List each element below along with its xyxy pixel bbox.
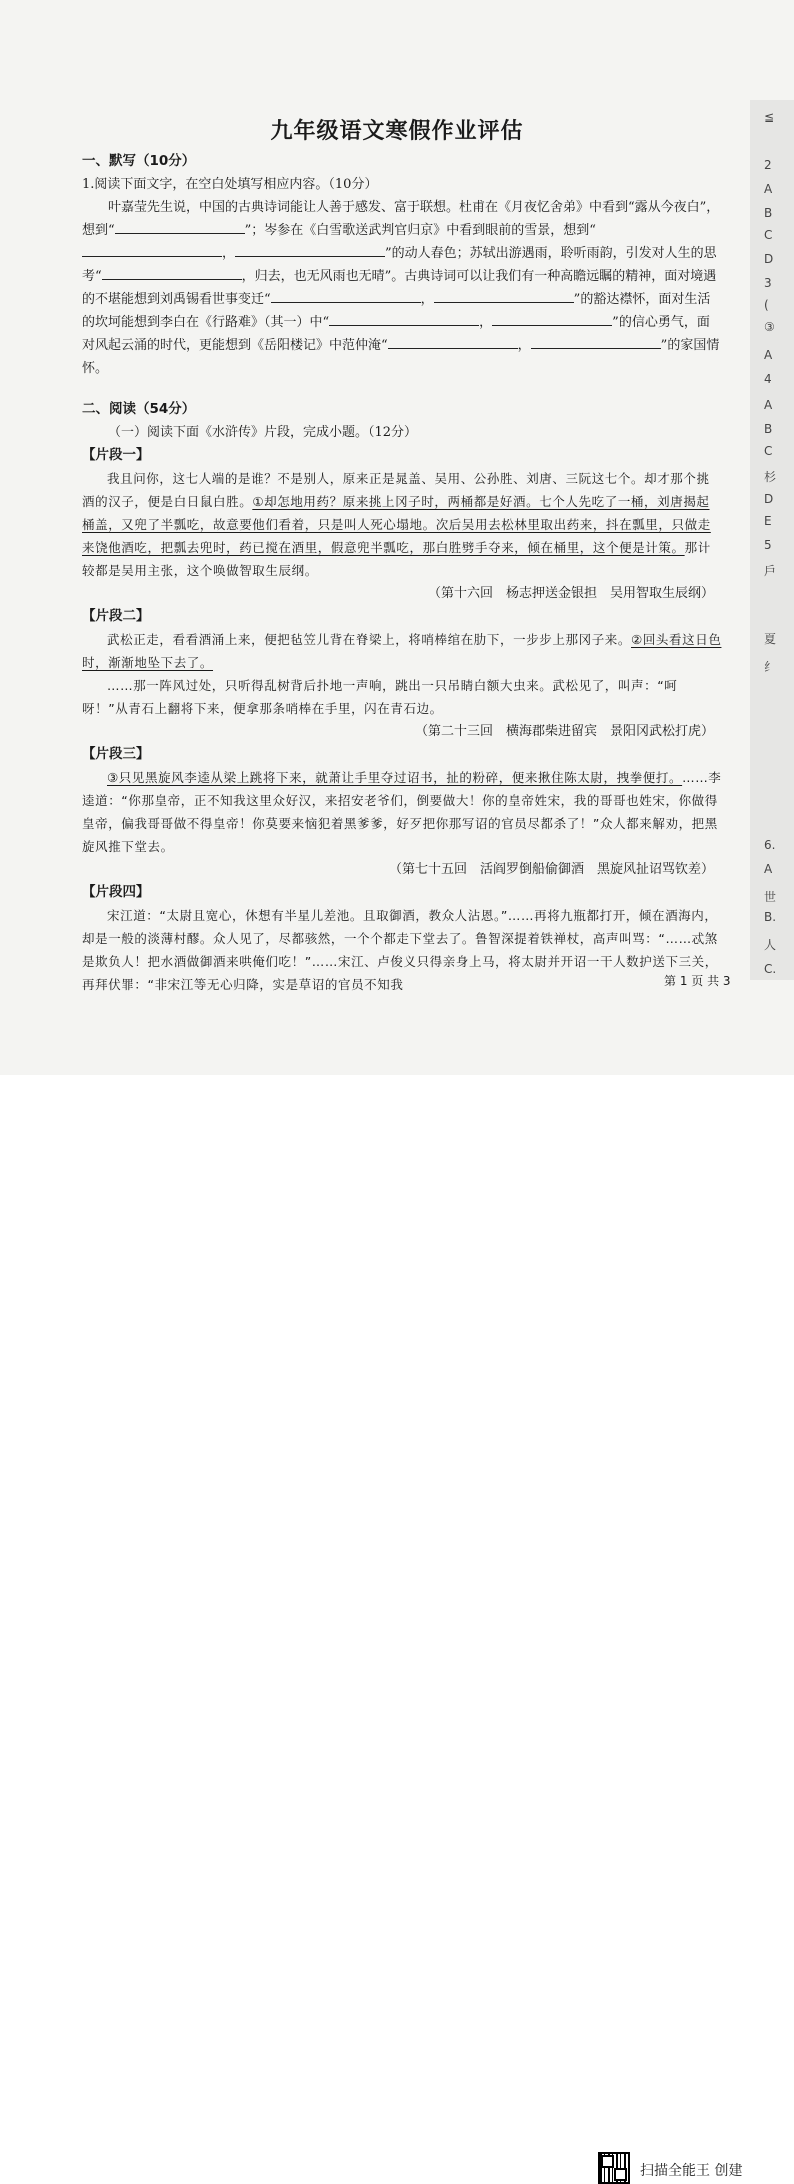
margin-letter: B: [764, 206, 773, 220]
margin-letter: A: [764, 398, 773, 412]
section-reading: [82, 398, 722, 996]
fragment-text: ……那一阵风过处，只听得乱树背后扑地一声响，跳出一只吊睛白额大虫来。武松见了，叫声：“呵呀！”从青石上翻将下来，便拿那条哨棒在手里，闪在青石边。: [82, 678, 678, 716]
margin-letter: 2: [764, 158, 772, 172]
text-run: ，: [222, 246, 236, 261]
text-run: ”的动人春色；苏轼出游遇雨，聆听雨韵，引发对人生的思考“: [82, 246, 717, 284]
margin-letter: ③: [764, 320, 775, 334]
text-run: 那计较都是吴用主张，这个唤做智取生辰纲。: [82, 540, 711, 578]
text-run: ”的家国情怀。: [82, 338, 720, 376]
margin-letter: 戶: [764, 564, 777, 578]
text-run: ”；岑参在《白雪歌送武判官归京》中看到眼前的雪景，想到“: [244, 223, 596, 238]
fragment-label: 【片段一】: [82, 447, 150, 463]
text-run: ……李逵道：“你那皇帝，正不知我这里众好汉，来招安老爷们，倒要做大！你的皇帝姓宋，我的哥哥也姓宋，你做得皇帝，偏我哥哥做不得皇帝！你莫要来恼犯着黑爹爹，好歹把你那写诏的官员尽都杀了！”众人都来解劝，把黑旋风推下堂去。: [82, 770, 722, 854]
scanner-footer: [0, 1075, 794, 2179]
answer-blank[interactable]: [115, 219, 245, 234]
text-run: 叶嘉莹先生说，中国的古典诗词能让人善于感发、富于联想。杜甫在《月夜忆舍弟》中看到“露从今夜白”，想到“: [82, 200, 720, 238]
answer-blank[interactable]: [82, 242, 222, 257]
question-text: 1.阅读下面文字，在空白处填写相应内容。（10分）: [82, 177, 378, 192]
margin-letter: 杉: [764, 470, 777, 484]
margin-letter: 3: [764, 276, 772, 290]
margin-letter: 人: [764, 938, 777, 952]
margin-letter: C: [764, 228, 773, 242]
answer-blank[interactable]: [531, 334, 661, 349]
underlined-sentence: ③只见黑旋风李逵从梁上跳将下来，就萧让手里夺过诏书，扯的粉碎，便来揪住陈太尉，拽拳便打。: [107, 770, 683, 785]
answer-blank[interactable]: [434, 288, 574, 303]
text-run: 武松正走，看看酒涌上来，便把毡笠儿背在脊梁上，将哨棒绾在肋下，一步步上那冈子来。: [107, 632, 632, 647]
margin-letter: A: [764, 348, 773, 362]
margin-letter: 夏: [764, 632, 777, 646]
text-run: ”的信心勇气，面对风起云涌的时代，更能想到《岳阳楼记》中范仲淹“: [82, 315, 710, 353]
margin-letter: B.: [764, 910, 777, 924]
margin-letter: A: [764, 182, 773, 196]
underlined-sentence: ①却怎地用药？原来挑上冈子时，两桶都是好酒。七个人先吃了一桶，刘唐揭起桶盖，又兜了半瓢吃，故意要他们看着，只是叫人死心塌地。次后吴用去松林里取出药来，抖在瓢里，只做走来饶他酒吃，把瓢去兜时，药已搅在酒里，假意兜半瓢吃，那白胜劈手夺来，倾在桶里，这个便是计策。: [82, 494, 711, 555]
underlined-sentence: ②回头看这日色时，渐渐地坠下去了。: [82, 632, 722, 670]
text-run: ，: [479, 315, 493, 330]
question-text: （一）阅读下面《水浒传》片段，完成小题。（12分）: [108, 425, 418, 440]
page-title: 九年级语文寒假作业评估: [270, 119, 524, 144]
margin-letter: (: [764, 298, 769, 312]
fragment-label: 【片段三】: [82, 746, 150, 762]
margin-letter: A: [764, 862, 773, 876]
fragment-source: （第二十三回 横海郡柴进留宾 景阳冈武松打虎）: [414, 724, 714, 739]
fragment-text: [82, 467, 722, 582]
qr-code-icon: [598, 2152, 630, 2184]
text-run: ”的豁达襟怀，面对生活的坎坷能想到李白在《行路难》（其一）中“: [82, 292, 711, 330]
margin-letter: D: [764, 252, 774, 266]
page-number: 第 1 页 共 3: [664, 974, 731, 988]
answer-blank[interactable]: [492, 311, 612, 326]
margin-letter: 5: [764, 538, 772, 552]
margin-letter: E: [764, 514, 772, 528]
section-heading: 二、阅读（54分）: [82, 401, 196, 417]
section-dictation: [82, 150, 722, 380]
answer-blank[interactable]: [102, 265, 242, 280]
fragment-label: 【片段四】: [82, 884, 150, 900]
text-run: ，: [420, 292, 434, 307]
margin-letter: 世: [764, 890, 777, 904]
margin-letter: B: [764, 422, 773, 436]
margin-letter: ≦: [764, 110, 775, 124]
fragment-text: 宋江道：“太尉且宽心，休想有半星儿差池。且取御酒，教众人沾恩。”……再将九瓶都打开，倾在酒海内，却是一般的淡薄村醪。众人见了，尽都骇然，一个个都走下堂去了。鲁智深提着铁禅杖，高声叫骂：“……忒煞是欺负人！把水酒做御酒来哄俺们吃！”……宋江、卢俊义只得亲身上马，将太尉并开诏一干人数护送下三关，再拜伏罪：“非宋江等无心归降，实是草诏的官员不知我: [82, 908, 718, 992]
margin-letter: D: [764, 492, 774, 506]
fragment-text: [82, 766, 722, 858]
answer-blank[interactable]: [329, 311, 479, 326]
answer-blank[interactable]: [271, 288, 421, 303]
fragment-text: [82, 628, 722, 674]
margin-letter: 4: [764, 372, 772, 386]
text-run: ，归去，也无风雨也无晴”。古典诗词可以让我们有一种高瞻远瞩的精神，面对境遇的不堪能想到刘禹锡看世事变迁“: [82, 269, 717, 307]
margin-letter: C.: [764, 962, 777, 976]
text-run: 我且问你，这七人端的是谁？不是别人，原来正是晁盖、吴用、公孙胜、刘唐、三阮这七个。却才那个挑酒的汉子，便是白日鼠白胜。: [82, 471, 710, 509]
margin-letter: 纟: [764, 660, 777, 674]
fragment-source: （第十六回 杨志押送金银担 吴用智取生辰纲）: [427, 586, 714, 601]
section-heading: 一、默写（10分）: [82, 153, 196, 169]
margin-letter: 6.: [764, 838, 776, 852]
text-run: ，: [517, 338, 531, 353]
fragment-source: （第七十五回 活阎罗倒船偷御酒 黑旋风扯诏骂钦差）: [388, 862, 714, 877]
scanner-watermark: 扫描全能王 创建: [640, 2163, 743, 2179]
margin-letter: C: [764, 444, 773, 458]
answer-blank[interactable]: [235, 242, 385, 257]
fragment-label: 【片段二】: [82, 608, 150, 624]
dictation-paragraph: [82, 196, 722, 380]
answer-blank[interactable]: [388, 334, 518, 349]
